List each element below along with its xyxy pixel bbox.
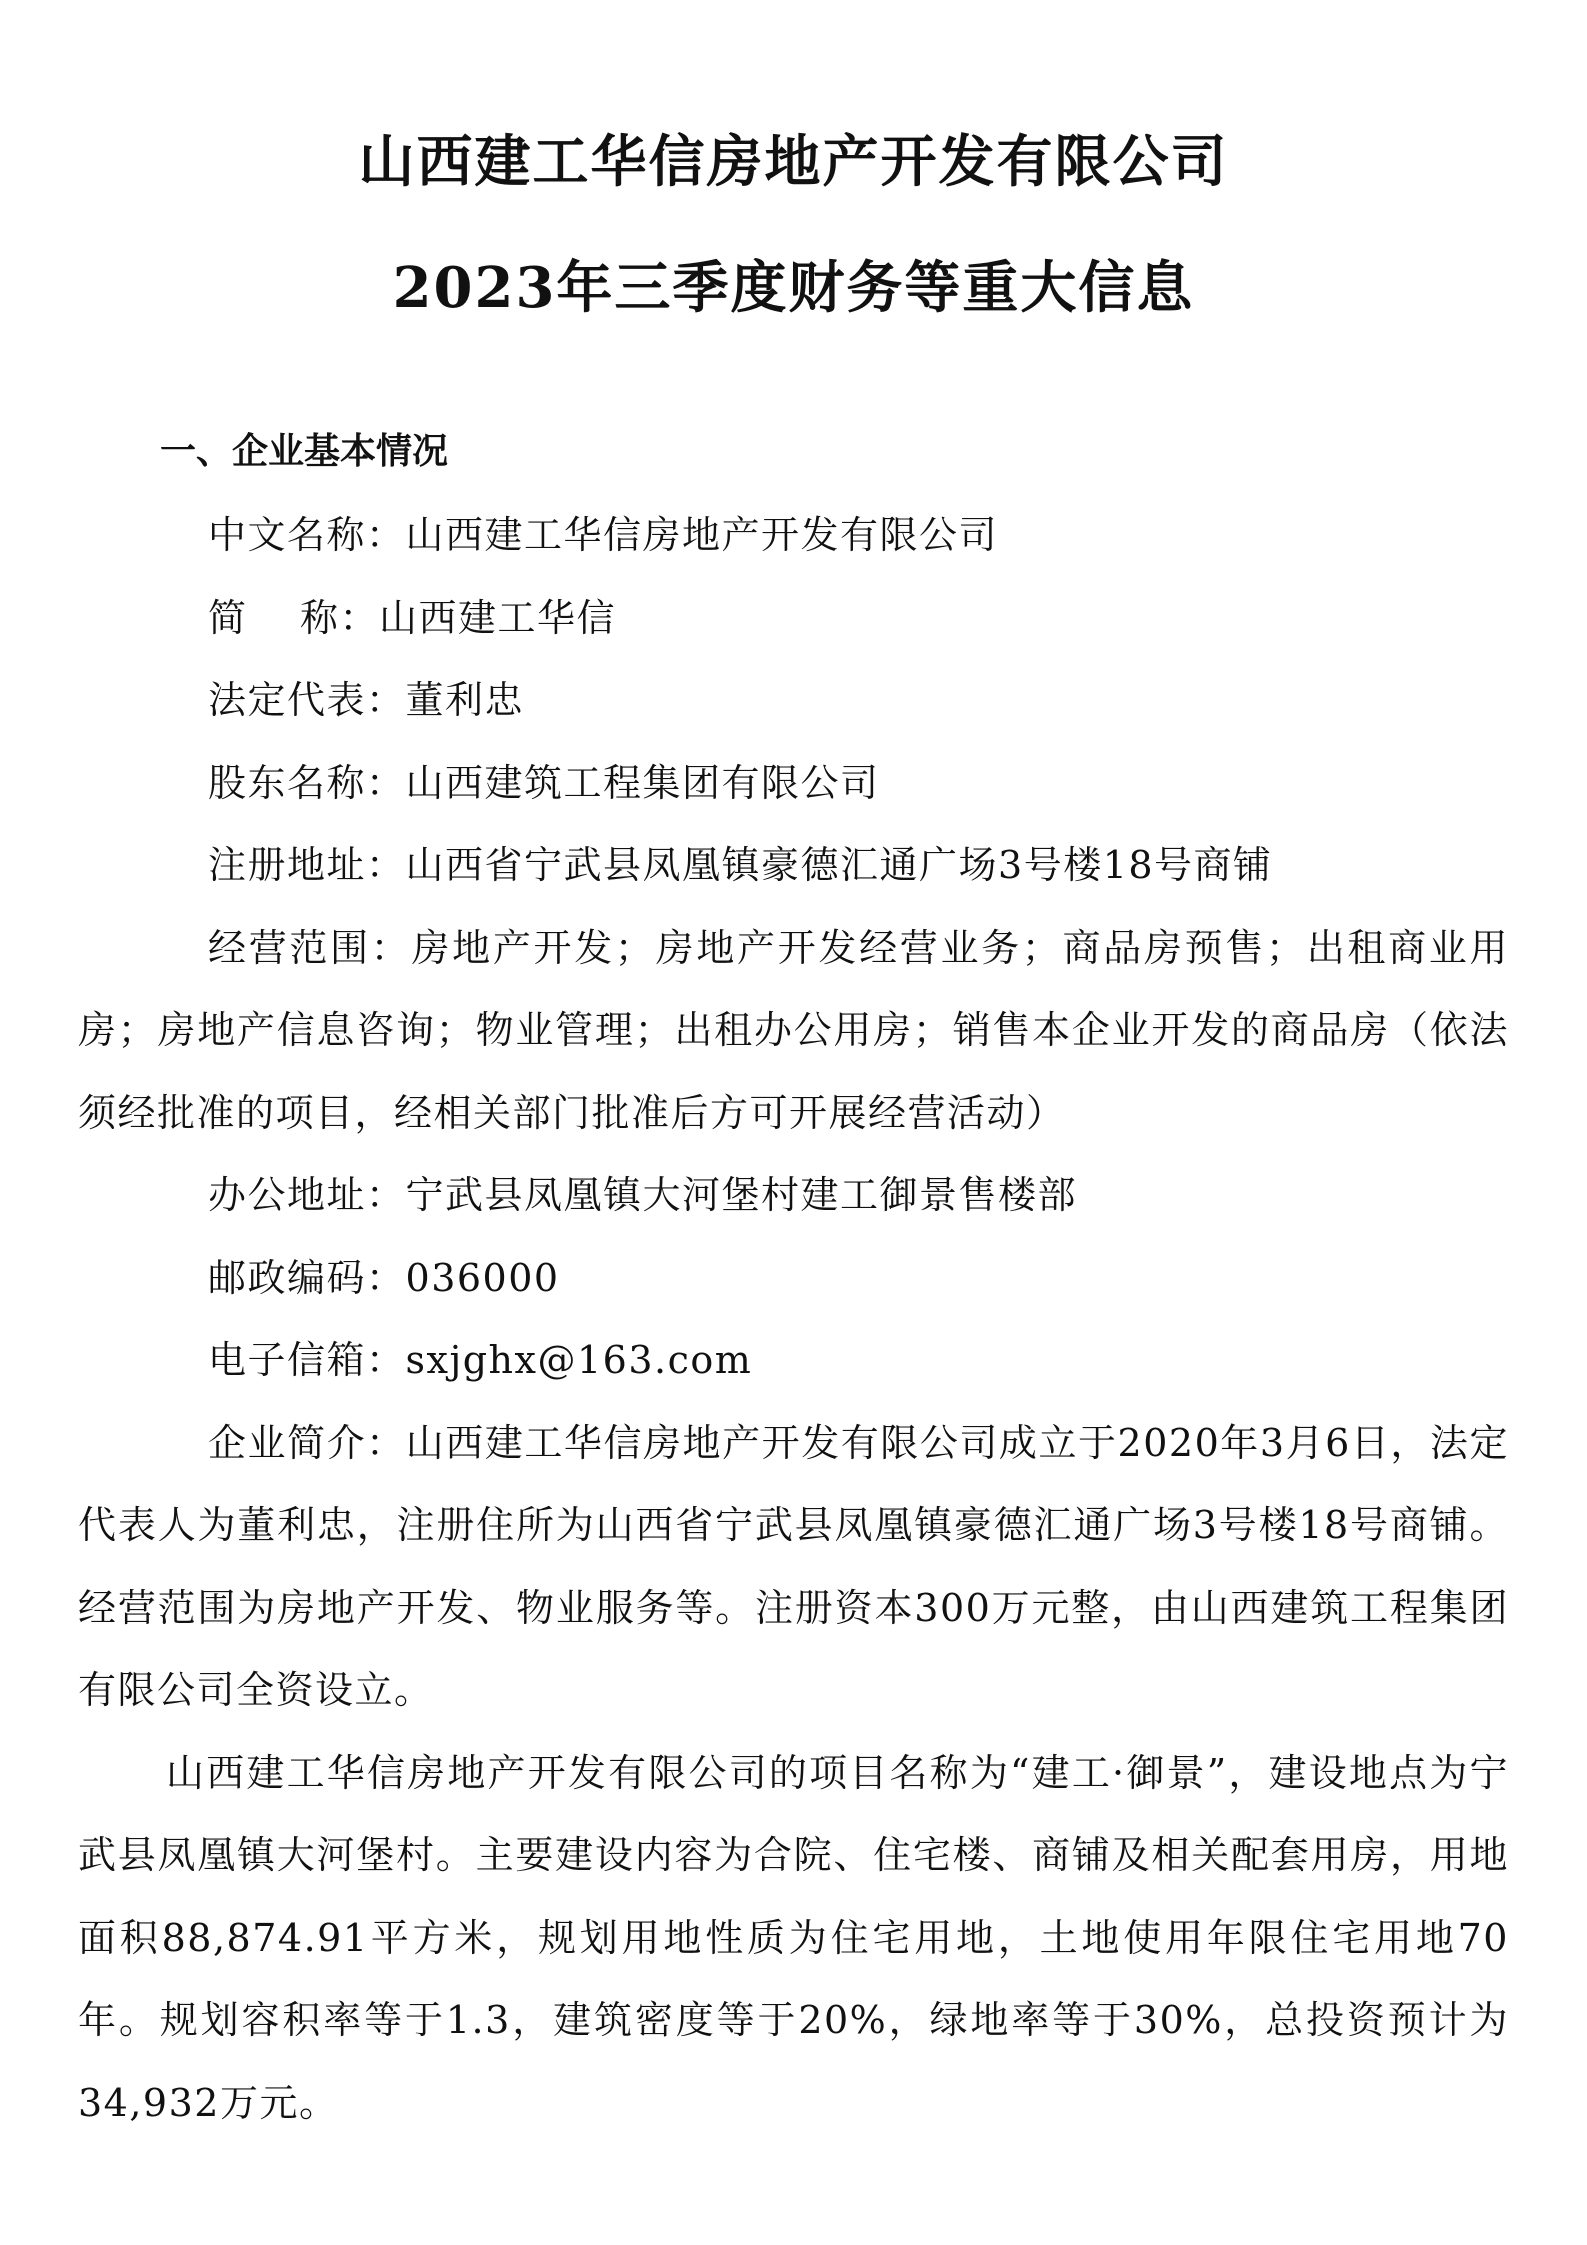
value-cn-name: 山西建工华信房地产开发有限公司	[405, 513, 999, 557]
title-line-1: 山西建工华信房地产开发有限公司	[358, 129, 1229, 195]
value-shareholder: 山西建筑工程集团有限公司	[405, 760, 880, 805]
document-body	[78, 410, 1509, 2144]
label-short-name-b: 称：	[300, 595, 380, 640]
title-line-2: 2023年三季度财务等重大信息	[392, 255, 1195, 321]
project-paragraph: 山西建工华信房地产开发有限公司的项目名称为“建工·御景”，建设地点为宁武县凤凰镇大河堡村。主要建设内容为合院、住宅楼、商铺及相关配套用房，用地面积88,874.91平方米，规划用地性质为住宅用地，土地使用年限住宅用地70年。规划容积率等于1.3，建筑密度等于20%，绿地率等于30%，总投资预计为34,932万元。	[78, 1750, 1509, 2125]
label-cn-name: 中文名称：	[208, 513, 406, 557]
value-postcode: 036000	[405, 1255, 560, 1300]
value-email: sxjghx@163.com	[405, 1338, 753, 1382]
info-row-shareholder	[78, 742, 1509, 825]
label-legal-rep: 法定代表：	[208, 678, 406, 722]
value-business-scope: 房地产开发；房地产开发经营业务；商品房预售；出租商业用房；房地产信息咨询；物业管理；出租办公用房；销售本企业开发的商品房（依法须经批准的项目，经相关部门批准后方可开展经营活动）	[78, 925, 1509, 1135]
label-reg-address: 注册地址：	[208, 843, 406, 887]
value-short-name: 山西建工华信	[379, 595, 617, 640]
label-office-address: 办公地址：	[208, 1173, 406, 1217]
value-legal-rep: 董利忠	[405, 678, 525, 722]
info-row-legal-rep	[78, 659, 1509, 742]
value-company-intro: 山西建工华信房地产开发有限公司成立于2020年3月6日，法定代表人为董利忠，注册住所为山西省宁武县凤凰镇豪德汇通广场3号楼18号商铺。经营范围为房地产开发、物业服务等。注册资本300万元整，由山西建筑工程集团有限公司全资设立。	[78, 1420, 1509, 1712]
info-row-email	[78, 1319, 1509, 1402]
info-row-reg-address	[78, 824, 1509, 907]
info-row-postcode	[78, 1237, 1509, 1320]
value-office-address: 宁武县凤凰镇大河堡村建工御景售楼部	[405, 1173, 1078, 1217]
info-row-short-name	[78, 577, 1509, 660]
section-heading-basic-info: 一、企业基本情况	[160, 431, 449, 472]
label-shareholder: 股东名称：	[208, 760, 406, 805]
label-business-scope: 经营范围：	[208, 925, 412, 970]
info-row-company-intro	[78, 1402, 1509, 1732]
info-row-office-address	[78, 1154, 1509, 1237]
label-email: 电子信箱：	[208, 1338, 406, 1382]
info-row-cn-name	[78, 494, 1509, 577]
value-reg-address: 山西省宁武县凤凰镇豪德汇通广场3号楼18号商铺	[405, 843, 1273, 887]
label-company-intro: 企业简介：	[208, 1420, 406, 1465]
label-postcode: 邮政编码：	[208, 1255, 406, 1300]
info-row-business-scope	[78, 907, 1509, 1155]
label-short-name-a: 简	[208, 595, 301, 640]
